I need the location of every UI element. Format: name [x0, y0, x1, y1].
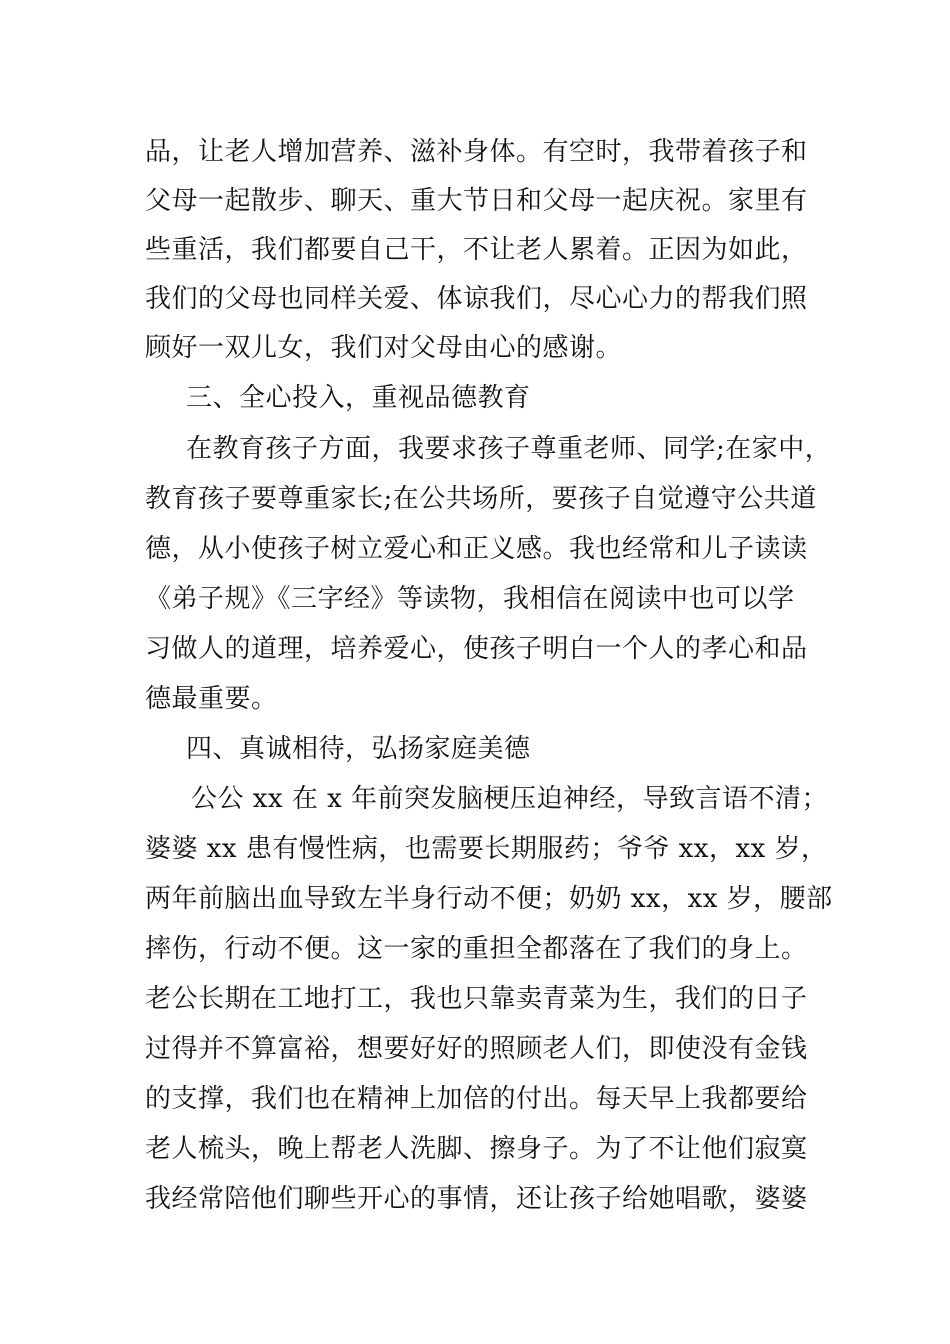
- text-line: 顾好一双儿女，我们对父母由心的感谢。: [145, 333, 623, 363]
- text-line: 我们的父母也同样关爱、体谅我们，尽心心力的帮我们照: [145, 284, 808, 314]
- text-line: 父母一起散步、聊天、重大节日和父母一起庆祝。家里有: [145, 186, 808, 216]
- text-line: 两年前脑出血导致左半身行动不便；奶奶 xx，xx 岁，腰部: [145, 884, 833, 914]
- text-line: 些重活，我们都要自己干，不让老人累着。正因为如此，: [145, 235, 808, 265]
- text-line: 过得并不算富裕，想要好好的照顾老人们，即使没有金钱: [145, 1034, 808, 1064]
- text-line: 老人梳头，晚上帮老人洗脚、擦身子。为了不让他们寂寞: [145, 1134, 808, 1164]
- text-line: 婆婆 xx 患有慢性病，也需要长期服药；爷爷 xx，xx 岁，: [145, 834, 828, 864]
- text-line: 我经常陪他们聊些开心的事情，还让孩子给她唱歌，婆婆: [145, 1184, 808, 1214]
- text-line: 教育孩子要尊重家长;在公共场所，要孩子自觉遵守公共道: [145, 484, 817, 514]
- text-line: 《弟子规》《三字经》等读物，我相信在阅读中也可以学: [145, 584, 795, 614]
- text-line: 德，从小使孩子树立爱心和正义感。我也经常和儿子读读: [145, 534, 808, 564]
- text-line: 公公 xx 在 x 年前突发脑梗压迫神经，导致言语不清；: [191, 784, 829, 814]
- text-line: 摔伤，行动不便。这一家的重担全都落在了我们的身上。: [145, 934, 808, 964]
- text-line: 习做人的道理，培养爱心，使孩子明白一个人的孝心和品: [145, 634, 808, 664]
- text-line: 品，让老人增加营养、滋补身体。有空时，我带着孩子和: [145, 137, 808, 167]
- section-heading: 三、全心投入，重视品德教育: [186, 383, 531, 413]
- text-line: 的支撑，我们也在精神上加倍的付出。每天早上我都要给: [145, 1084, 808, 1114]
- text-line: 德最重要。: [145, 684, 278, 714]
- text-line: 老公长期在工地打工，我也只靠卖青菜为生，我们的日子: [145, 984, 808, 1014]
- section-heading: 四、真诚相待，弘扬家庭美德: [186, 734, 531, 764]
- text-line: 在教育孩子方面，我要求孩子尊重老师、同学;在家中，: [186, 434, 832, 464]
